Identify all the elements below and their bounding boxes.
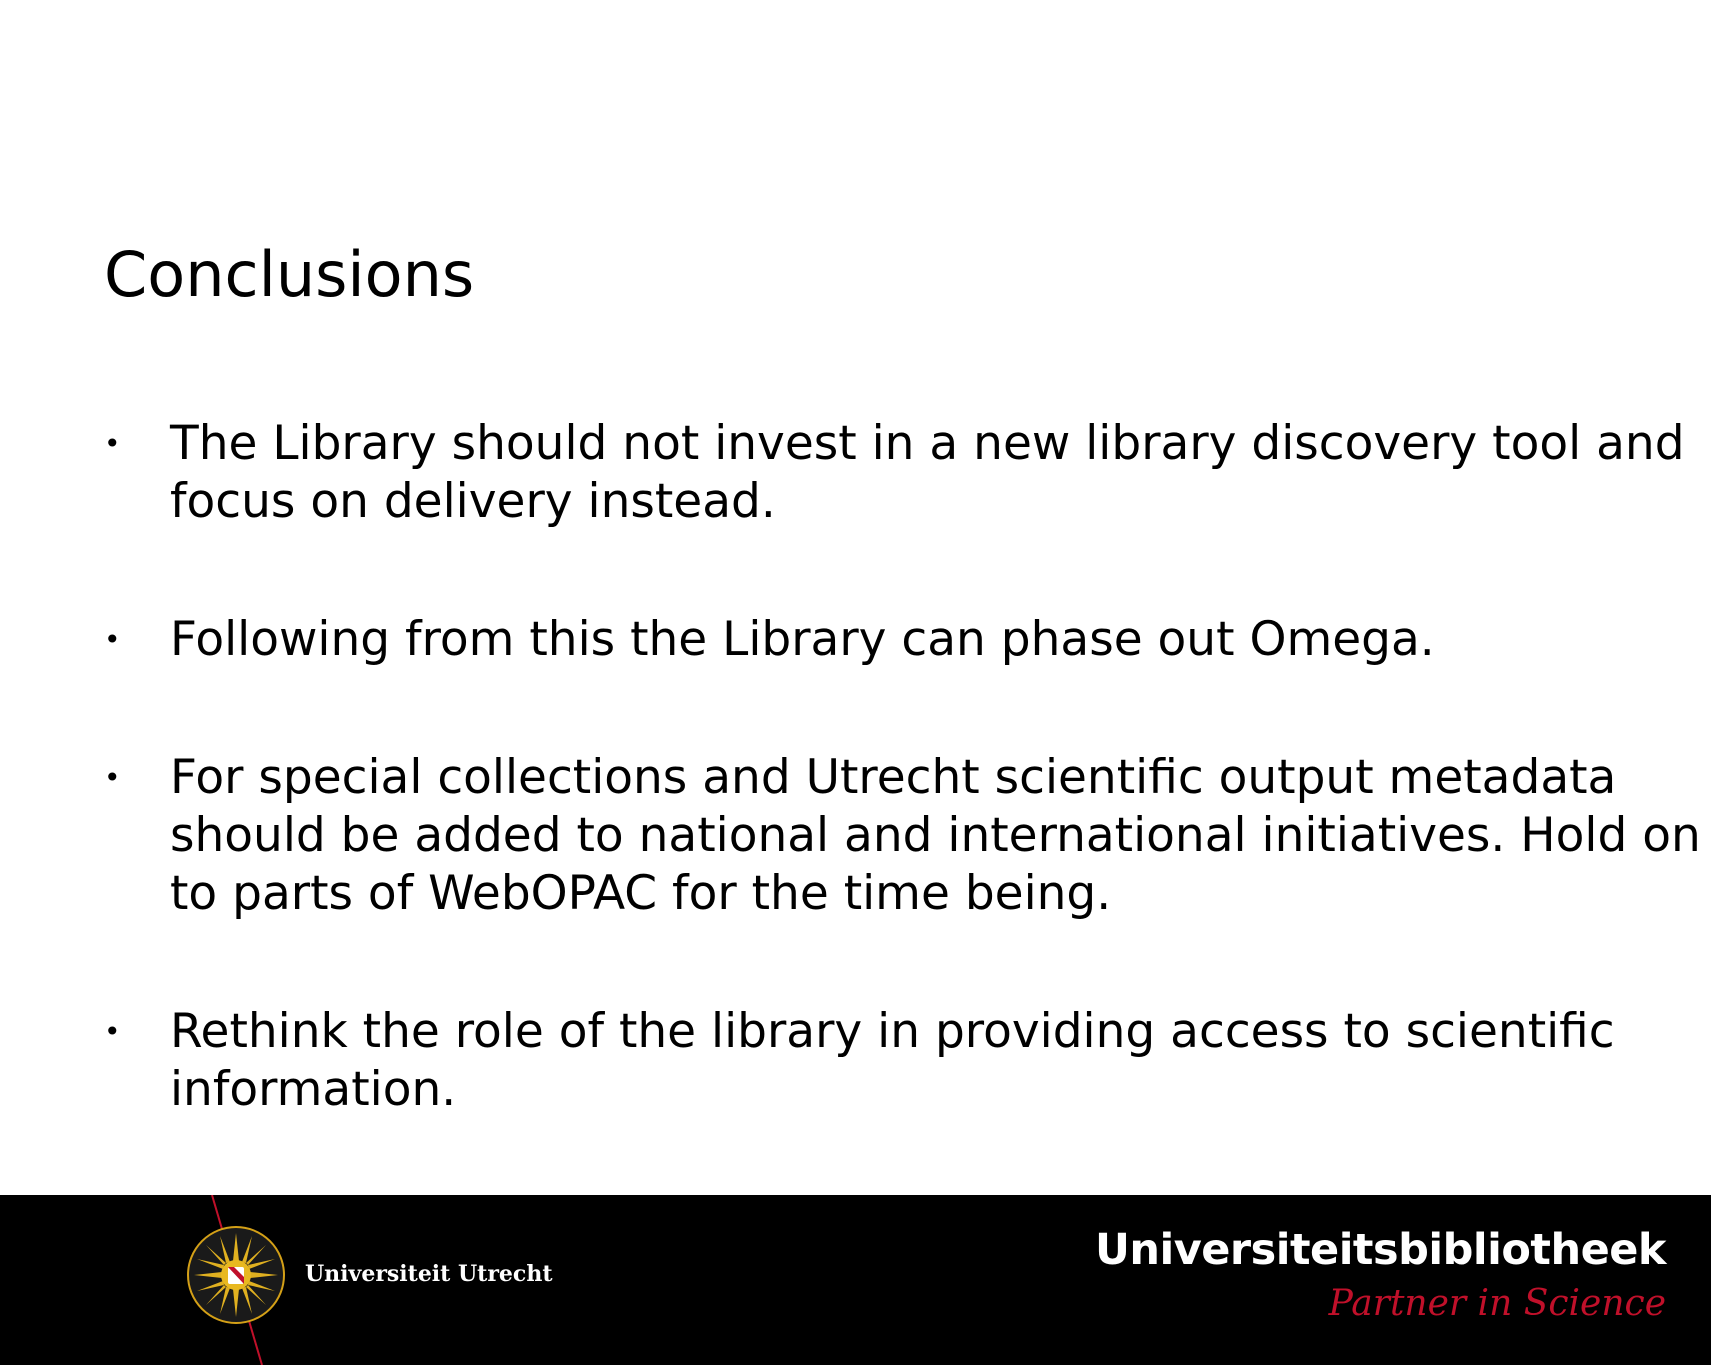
bullet-item [104, 415, 1711, 531]
bullet-icon: • [104, 623, 121, 656]
library-tagline: Partner in Science [1328, 1283, 1666, 1324]
bullet-text: Following from this the Library can phase out Omega. [170, 612, 1435, 667]
bullet-text: For special collections and Utrecht scientific output metadata should be added to national and international initiatives. Hold on to parts of WebOPAC for the time being. [170, 750, 1701, 921]
bullet-item [104, 611, 1711, 669]
bullet-icon: • [104, 761, 121, 794]
library-name: Universiteitsbibliotheek [1094, 1225, 1666, 1275]
bullet-icon: • [104, 1015, 121, 1048]
bullet-item [104, 1003, 1711, 1119]
slide-title: Conclusions [104, 238, 475, 311]
sun-seal-icon [186, 1225, 286, 1325]
bullet-item [104, 749, 1711, 923]
footer-bar [0, 1195, 1711, 1365]
university-name: Universiteit Utrecht [305, 1261, 553, 1287]
bullet-text: The Library should not invest in a new library discovery tool and focus on delivery instead. [170, 416, 1685, 529]
bullet-icon: • [104, 427, 121, 460]
bullet-text: Rethink the role of the library in providing access to scientific information. [170, 1004, 1615, 1117]
